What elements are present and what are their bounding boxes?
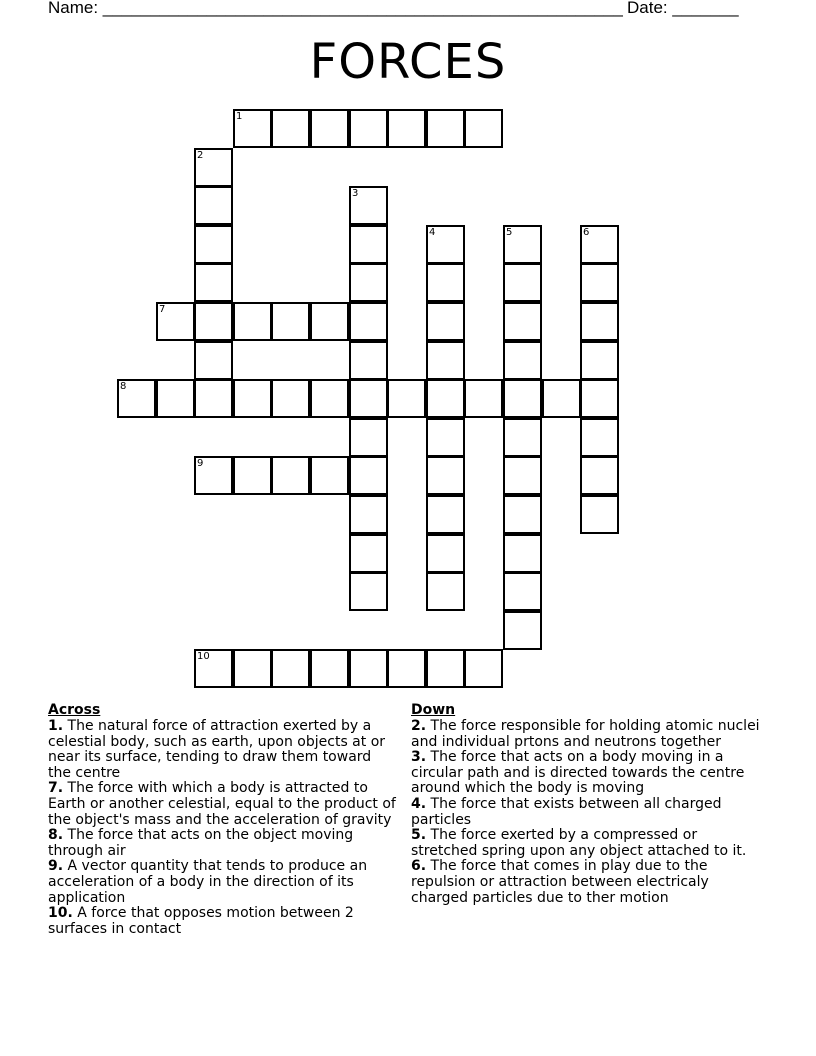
- clue-item-number: 10.: [48, 905, 73, 922]
- across-clues: [48, 702, 398, 937]
- down-heading: Down: [411, 702, 456, 718]
- clue-item-text: The force with which a body is attracted to Earth or another celestial, equal to the product of the object's mass and the acceleration of gravity: [48, 780, 396, 828]
- clue-item-text: A force that opposes motion between 2 surfaces in contact: [48, 905, 354, 937]
- grid-cell[interactable]: [387, 109, 426, 148]
- grid-cell[interactable]: [349, 225, 388, 264]
- grid-cell[interactable]: [194, 341, 233, 380]
- grid-cell[interactable]: [503, 302, 542, 341]
- clue-number: 2: [197, 150, 204, 161]
- clue-item: [48, 906, 398, 937]
- grid-cell[interactable]: [426, 495, 465, 534]
- grid-cell[interactable]: [233, 302, 272, 341]
- clue-number: 4: [429, 227, 436, 238]
- grid-cell[interactable]: [349, 495, 388, 534]
- clue-item-number: 9.: [48, 858, 64, 875]
- grid-cell[interactable]: [426, 263, 465, 302]
- grid-cell[interactable]: [580, 456, 619, 495]
- grid-cell[interactable]: [194, 186, 233, 225]
- grid-cell[interactable]: [271, 379, 310, 418]
- grid-cell[interactable]: [271, 456, 310, 495]
- grid-cell[interactable]: [271, 302, 310, 341]
- grid-cell[interactable]: [310, 379, 349, 418]
- clue-number: 8: [120, 381, 127, 392]
- down-clues: [411, 702, 766, 906]
- clue-item-text: A vector quantity that tends to produce an acceleration of a body in the direction of its application: [48, 858, 368, 906]
- clue-item: [48, 828, 398, 859]
- grid-cell[interactable]: [349, 418, 388, 457]
- grid-cell[interactable]: [580, 302, 619, 341]
- grid-cell[interactable]: [349, 456, 388, 495]
- grid-cell[interactable]: [194, 456, 233, 495]
- grid-cell[interactable]: [233, 649, 272, 688]
- grid-cell[interactable]: [464, 379, 503, 418]
- grid-cell[interactable]: [503, 534, 542, 573]
- grid-cell[interactable]: [503, 456, 542, 495]
- clue-number: 5: [506, 227, 513, 238]
- grid-cell[interactable]: [503, 418, 542, 457]
- grid-cell[interactable]: [349, 341, 388, 380]
- clue-number: 10: [197, 651, 210, 662]
- clue-item-text: The natural force of attraction exerted by a celestial body, such as earth, upon objects at or near its surface, tending to draw them toward the centre: [48, 718, 386, 781]
- grid-cell[interactable]: [426, 225, 465, 264]
- clue-number: 6: [583, 227, 590, 238]
- grid-cell[interactable]: [271, 109, 310, 148]
- grid-cell[interactable]: [349, 263, 388, 302]
- grid-cell[interactable]: [194, 379, 233, 418]
- date-field[interactable]: Date: _______: [627, 0, 739, 17]
- grid-cell[interactable]: [349, 109, 388, 148]
- grid-cell[interactable]: [233, 379, 272, 418]
- clue-item-number: 1.: [48, 718, 64, 734]
- clue-number: 7: [159, 304, 166, 315]
- grid-cell[interactable]: [580, 418, 619, 457]
- grid-cell[interactable]: [426, 109, 465, 148]
- grid-cell[interactable]: [349, 649, 388, 688]
- grid-cell[interactable]: [503, 341, 542, 380]
- grid-cell[interactable]: [349, 186, 388, 225]
- grid-cell[interactable]: [194, 225, 233, 264]
- clue-item-number: 8.: [48, 827, 64, 844]
- grid-cell[interactable]: [580, 263, 619, 302]
- grid-cell[interactable]: [503, 611, 542, 650]
- grid-cell[interactable]: [387, 379, 426, 418]
- grid-cell[interactable]: [156, 302, 195, 341]
- grid-cell[interactable]: [426, 456, 465, 495]
- clue-item: [48, 781, 398, 828]
- grid-cell[interactable]: [464, 649, 503, 688]
- grid-cell[interactable]: [580, 379, 619, 418]
- grid-cell[interactable]: [503, 572, 542, 611]
- clue-item: [48, 719, 398, 781]
- clue-item-number: 5.: [411, 827, 427, 844]
- clue-item-text: The force that acts on the object moving through air: [48, 827, 354, 859]
- grid-cell[interactable]: [349, 379, 388, 418]
- clue-item-number: 6.: [411, 858, 427, 875]
- grid-cell[interactable]: [156, 379, 195, 418]
- grid-cell[interactable]: [426, 572, 465, 611]
- grid-cell[interactable]: [349, 534, 388, 573]
- clue-item: [411, 719, 766, 750]
- grid-cell[interactable]: [194, 263, 233, 302]
- clue-item-text: The force that exists between all charged particles: [411, 795, 722, 828]
- grid-cell[interactable]: [310, 302, 349, 341]
- clue-item-text: The force that comes in play due to the repulsion or attraction between electricaly charged particles due to ther motion: [411, 858, 709, 906]
- grid-cell[interactable]: [349, 572, 388, 611]
- across-heading: Across: [48, 702, 101, 718]
- grid-cell[interactable]: [271, 649, 310, 688]
- grid-cell[interactable]: [194, 302, 233, 341]
- grid-cell[interactable]: [464, 109, 503, 148]
- clue-item-number: 4.: [411, 795, 427, 812]
- grid-cell[interactable]: [194, 148, 233, 187]
- grid-cell[interactable]: [387, 649, 426, 688]
- clue-item-number: 3.: [411, 749, 427, 766]
- puzzle-title: FORCES: [309, 34, 507, 90]
- clue-item: [411, 859, 766, 906]
- grid-cell[interactable]: [580, 495, 619, 534]
- grid-cell[interactable]: [426, 649, 465, 688]
- clue-item: [411, 828, 766, 859]
- grid-cell[interactable]: [503, 225, 542, 264]
- grid-cell[interactable]: [542, 379, 581, 418]
- grid-cell[interactable]: [233, 109, 272, 148]
- grid-cell[interactable]: [310, 456, 349, 495]
- clue-number: 9: [197, 458, 204, 469]
- grid-cell[interactable]: [503, 495, 542, 534]
- clue-number: 3: [352, 188, 359, 199]
- grid-cell[interactable]: [580, 341, 619, 380]
- grid-cell[interactable]: [426, 379, 465, 418]
- clue-item-text: The force that acts on a body moving in a circular path and is directed towards the centre around which the body is moving: [411, 749, 745, 797]
- grid-cell[interactable]: [426, 302, 465, 341]
- clue-item-text: The force exerted by a compressed or stretched spring upon any object attached to it.: [411, 827, 747, 859]
- clue-item: [48, 859, 398, 906]
- name-field[interactable]: Name: _______________________________________________________: [48, 0, 623, 17]
- grid-cell[interactable]: [426, 418, 465, 457]
- grid-cell[interactable]: [426, 341, 465, 380]
- grid-cell[interactable]: [503, 263, 542, 302]
- grid-cell[interactable]: [233, 456, 272, 495]
- grid-cell[interactable]: [310, 649, 349, 688]
- grid-cell[interactable]: [503, 379, 542, 418]
- clue-item: [411, 750, 766, 797]
- grid-cell[interactable]: [349, 302, 388, 341]
- clue-item-text: The force responsible for holding atomic nuclei and individual prtons and neutrons together: [411, 718, 760, 750]
- clue-item-number: 7.: [48, 780, 64, 797]
- clue-number: 1: [236, 111, 243, 122]
- grid-cell[interactable]: [117, 379, 156, 418]
- clue-item: [411, 797, 766, 828]
- clue-item-number: 2.: [411, 718, 427, 734]
- grid-cell[interactable]: [194, 649, 233, 688]
- grid-cell[interactable]: [426, 534, 465, 573]
- grid-cell[interactable]: [310, 109, 349, 148]
- grid-cell[interactable]: [580, 225, 619, 264]
